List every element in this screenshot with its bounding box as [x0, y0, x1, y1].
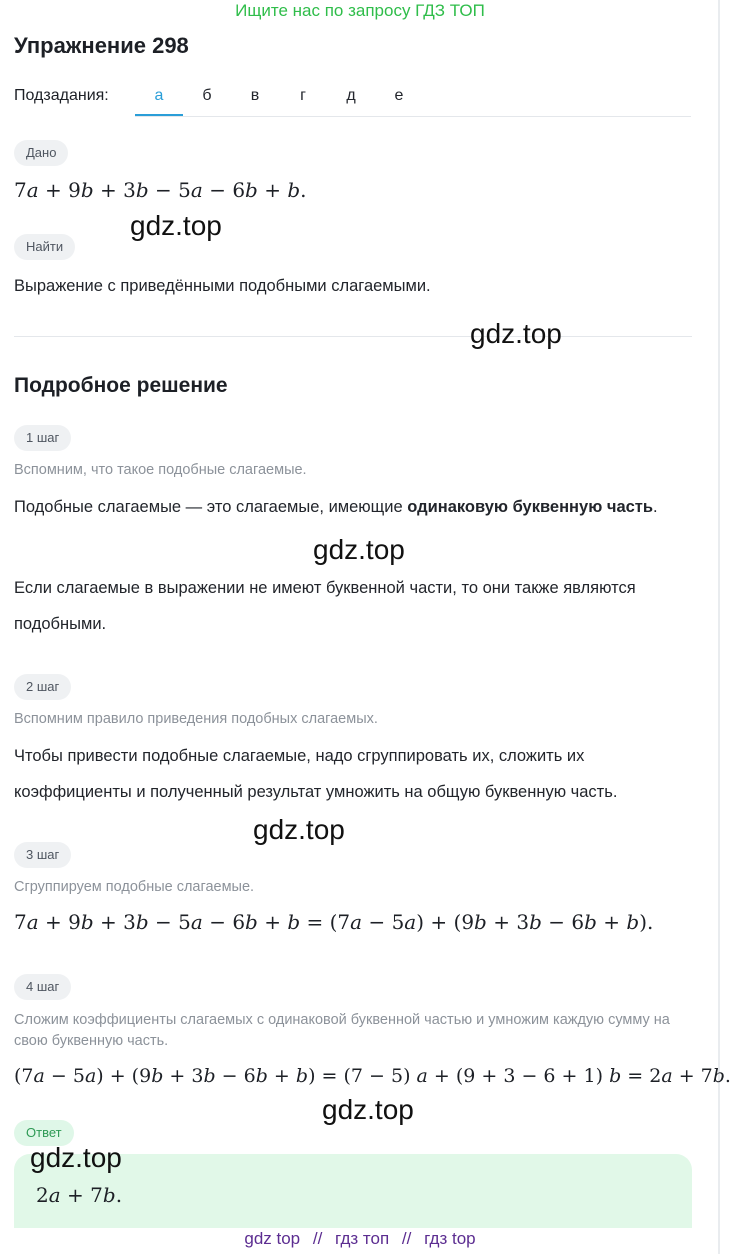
- watermark: gdz.top: [253, 814, 345, 845]
- tab-b[interactable]: б: [202, 87, 212, 104]
- step-1-text-bold: одинаковую буквенную часть: [407, 498, 654, 516]
- step-2-label: 2 шаг: [14, 674, 71, 700]
- step-1-text: [14, 489, 664, 525]
- watermark: gdz.top: [130, 210, 222, 241]
- footer-links: [0, 1228, 720, 1250]
- tab-g[interactable]: г: [300, 87, 306, 104]
- tab-e[interactable]: е: [394, 87, 404, 104]
- footer-separator: //: [401, 1229, 412, 1248]
- watermark: gdz.top: [313, 534, 405, 565]
- step-1-label: 1 шаг: [14, 425, 71, 451]
- footer-link-3[interactable]: гдз top: [424, 1229, 476, 1248]
- step-4-expression-text: (7a − 5a) + (9b + 3b − 6b + b) = (7 − 5) a + (9 + 3 − 6 + 1) b = 2a + 7b.: [14, 1065, 731, 1087]
- watermark: gdz.top: [470, 318, 562, 349]
- given-label: Дано: [14, 140, 68, 166]
- step-1-hint: Вспомним, что такое подобные слагаемые.: [14, 462, 307, 478]
- step-4-expression: [14, 1062, 731, 1090]
- section-divider: [14, 336, 692, 337]
- given-expression: [14, 176, 307, 204]
- step-2-text: Чтобы привести подобные слагаемые, надо сгруппировать их, сложить их коэффициенты и полученный результат умножить на общую буквенную часть.: [14, 747, 618, 801]
- tabs-divider: [135, 116, 691, 117]
- watermark: gdz.top: [30, 1142, 122, 1173]
- step-2-hint: Вспомним правило приведения подобных слагаемых.: [14, 711, 378, 727]
- tab-v[interactable]: в: [250, 87, 260, 104]
- footer-link-2[interactable]: гдз топ: [335, 1229, 390, 1248]
- step-3-expression-text: 7a + 9b + 3b − 5a − 6b + b = (7a − 5a) + (9b + 3b − 6b + b).: [14, 910, 654, 934]
- subtask-tabs: [135, 78, 423, 116]
- step-3-expression: [14, 908, 653, 936]
- search-banner: Ищите нас по запросу ГДЗ ТОП: [235, 1, 485, 20]
- page-title: Упражнение 298: [14, 33, 189, 58]
- answer-label: Ответ: [14, 1120, 74, 1146]
- tab-a[interactable]: а: [135, 78, 183, 116]
- step-1-text-2: Если слагаемые в выражении не имеют буквенной части, то они также являются подобными.: [14, 579, 636, 633]
- step-4-hint: Сложим коэффициенты слагаемых с одинаковой буквенной частью и умножим каждую сумму на свою буквенную часть.: [14, 1012, 670, 1049]
- find-text: Выражение с приведёнными подобными слагаемыми.: [14, 277, 431, 295]
- solution-title: Подробное решение: [14, 374, 228, 397]
- answer-expression-text: 2a + 7b.: [36, 1183, 123, 1207]
- subtasks-label: Подзадания:: [14, 87, 109, 104]
- footer-separator: //: [312, 1229, 323, 1248]
- given-expression-text: 7a + 9b + 3b − 5a − 6b + b.: [14, 178, 307, 202]
- step-1-text-before: Подобные слагаемые — это слагаемые, имеющие: [14, 498, 408, 516]
- watermark: gdz.top: [322, 1094, 414, 1125]
- footer-link-1[interactable]: gdz top: [244, 1229, 301, 1248]
- find-label: Найти: [14, 234, 75, 260]
- step-4-label: 4 шаг: [14, 974, 71, 1000]
- step-3-hint: Сгруппируем подобные слагаемые.: [14, 879, 255, 895]
- step-3-label: 3 шаг: [14, 842, 71, 868]
- step-1-text-after: .: [653, 498, 658, 516]
- tab-d[interactable]: д: [346, 87, 356, 104]
- answer-expression: [36, 1181, 122, 1209]
